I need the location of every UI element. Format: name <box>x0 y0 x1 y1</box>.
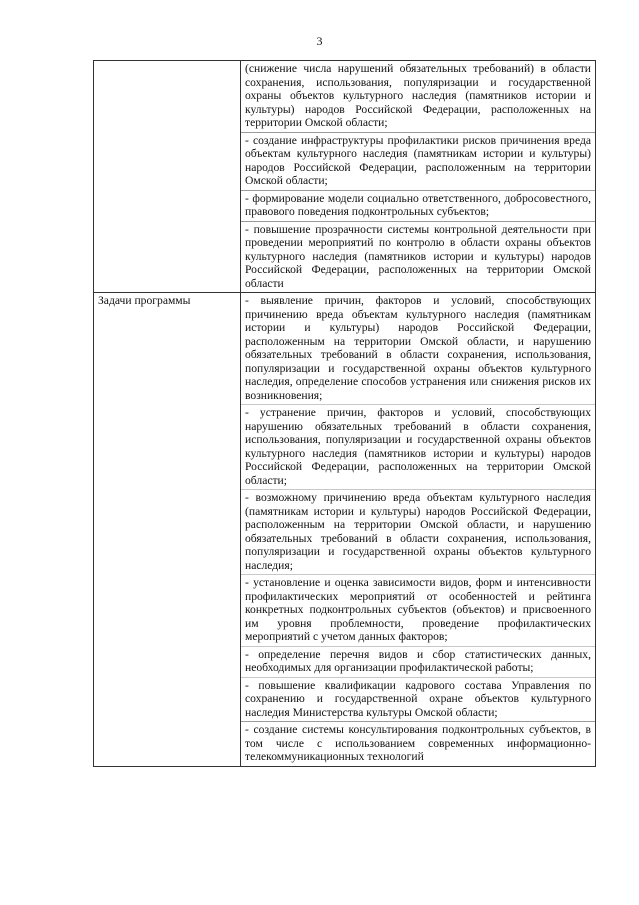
task-paragraph: - создание системы консультирования подконтрольных субъектов, в том числе с использованием современных информационно-телекоммуникационных технологий <box>245 723 591 763</box>
goal-paragraph: - формирование модели социально ответственного, добросовестного, правового поведения подконтрольных субъектов; <box>241 191 595 222</box>
task-paragraph: - выявление причин, факторов и условий, способствующих причинению вреда объектам культурного наследия (памятникам истории и культуры) народов Российской Федерации, расположенным на территории Омской области, и нарушению обязательных требований в области сохранения, использования, популяризации и государственной охраны объектов культурного наследия, определение способов устранения или снижения рисков их возникновения; <box>241 293 595 405</box>
table-row <box>94 293 596 767</box>
page-number: 3 <box>316 34 323 48</box>
row-label-cell <box>94 61 241 293</box>
task-paragraph: - повышение квалификации кадрового состава Управления по сохранению и государственной охране объектов культурного наследия Министерства культуры Омской области; <box>241 678 595 723</box>
row-content-cell <box>241 61 596 293</box>
program-table <box>93 60 596 767</box>
task-paragraph: - возможному причинению вреда объектам культурного наследия (памятникам истории и культуры) народов Российской Федерации, расположенным на территории Омской области, и нарушению обязательных требований в области сохранения, использования, популяризации и государственной охраны объектов культурного наследия; <box>241 490 595 575</box>
task-paragraph: - устранение причин, факторов и условий, способствующих нарушению обязательных требований в области сохранения, использования, популяризации и государственной охраны объектов культурного наследия (памятников истории и культуры) народов Российской Федерации, расположенных на территории Омской области; <box>241 405 595 490</box>
row-label-cell: Задачи программы <box>94 293 241 767</box>
goal-paragraph: - создание инфраструктуры профилактики рисков причинения вреда объектам культурного наследия (памятникам истории и культуры) народов Российской Федерации, расположенным на территории Омской области; <box>241 133 595 191</box>
task-paragraph: - установление и оценка зависимости видов, форм и интенсивности профилактических мероприятий от особенностей и рейтинга конкретных подконтрольных субъектов (объектов) и присвоенного им уровня проблемности, проведение профилактических мероприятий с учетом данных факторов; <box>241 575 595 647</box>
goal-paragraph: (снижение числа нарушений обязательных требований) в области сохранения, использования, популяризации и государственной охраны объектов культурного наследия (памятников истории и культуры) народов Российской Федерации, расположенных на территории Омской области; <box>241 61 595 133</box>
goal-paragraph: - повышение прозрачности системы контрольной деятельности при проведении мероприятий по контролю в области охраны объектов культурного наследия (памятников истории и культуры) народов Российской Федерации, расположенных на территории Омской области <box>245 222 591 290</box>
row-content-cell <box>241 293 596 767</box>
table-row <box>94 61 596 293</box>
task-paragraph: - определение перечня видов и сбор статистических данных, необходимых для организации профилактической работы; <box>241 647 595 678</box>
